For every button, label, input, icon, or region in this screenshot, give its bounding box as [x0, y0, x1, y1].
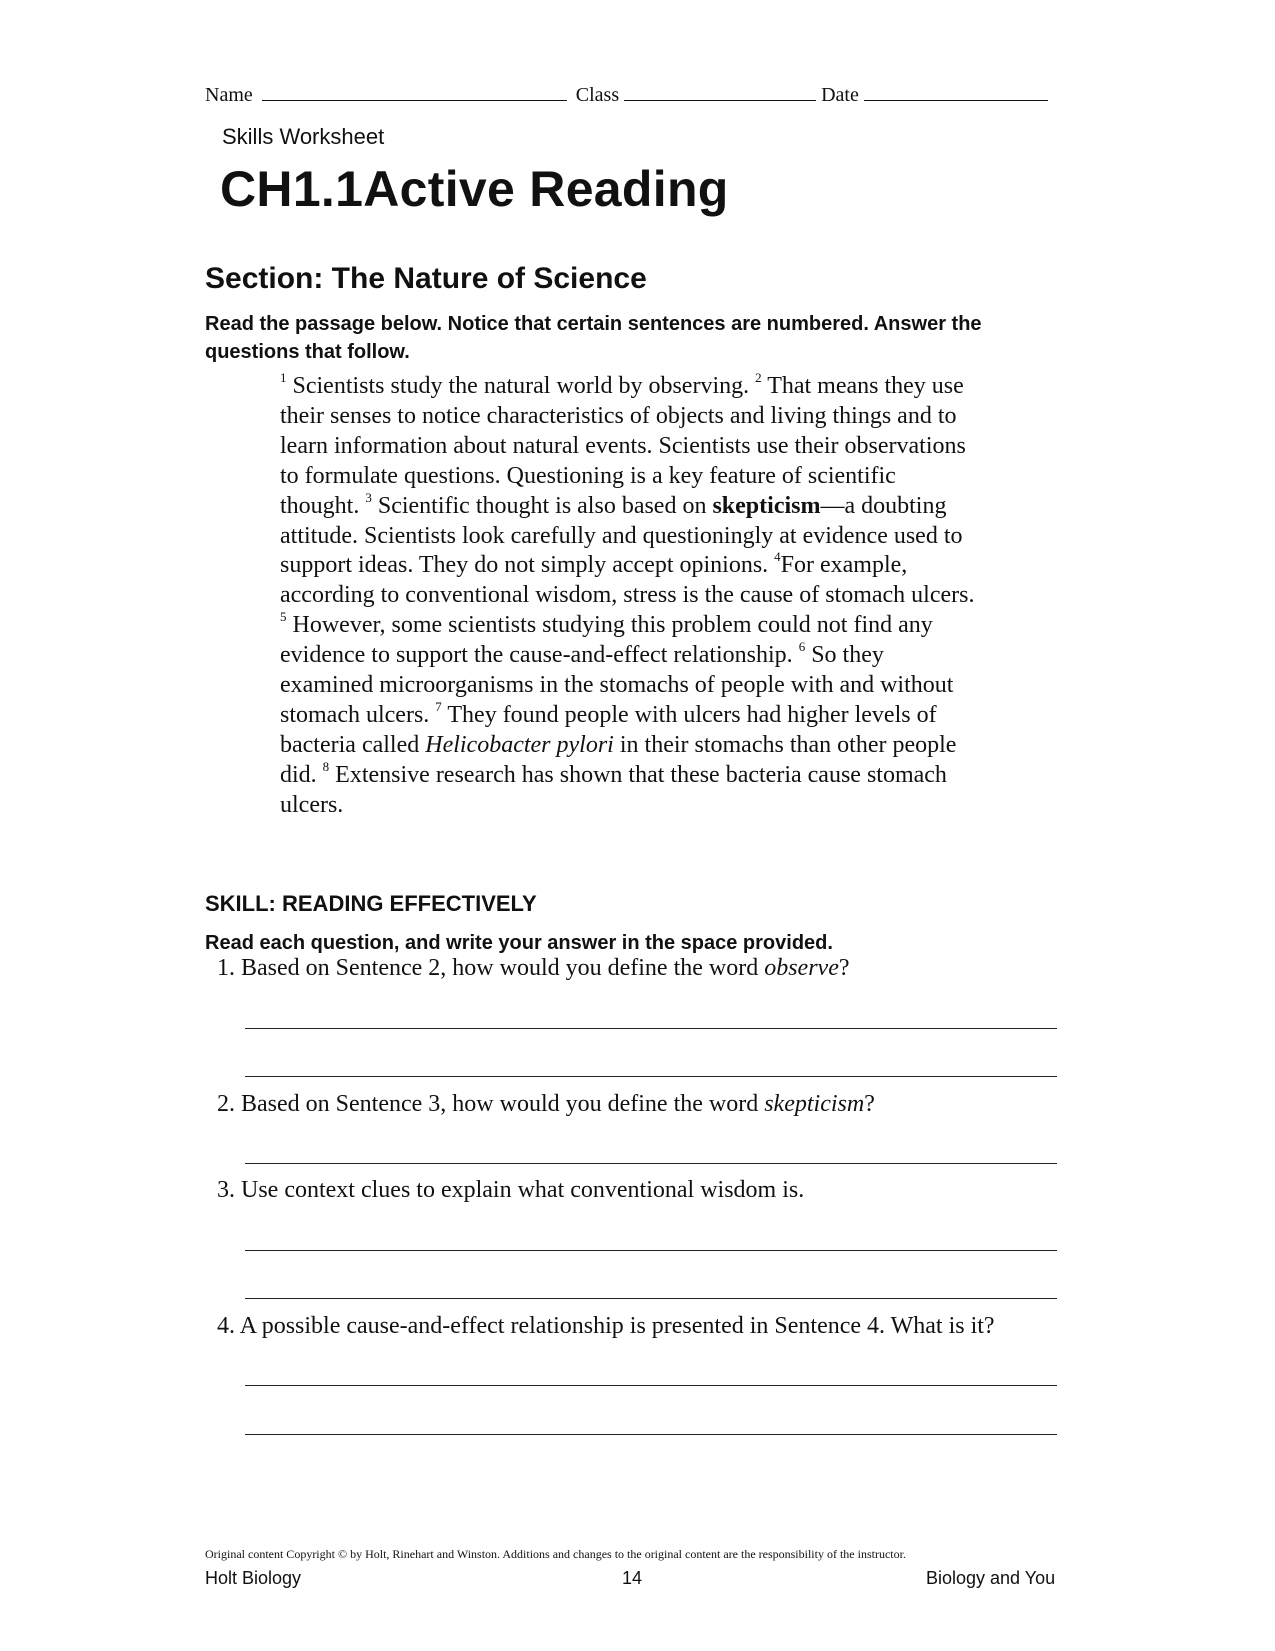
sentence-number: 3: [365, 489, 372, 505]
question-text: Based on Sentence 2, how would you define the word: [241, 955, 759, 981]
sentence-6: So they examined microorganisms in the stomachs of people with and without stomach ulcers.: [280, 642, 954, 728]
question-end: ?: [864, 1091, 875, 1117]
question-number: 4.: [217, 1313, 235, 1339]
skill-heading: SKILL: READING EFFECTIVELY: [205, 891, 537, 916]
name-field[interactable]: [262, 82, 567, 101]
question-text: Use context clues to explain what conventional wisdom is.: [241, 1177, 805, 1203]
page-title: CH1.1Active Reading: [220, 161, 729, 217]
sentence-4: For example, according to conventional wisdom, stress is the cause of stomach ulcers.: [280, 552, 975, 609]
sentence-3-start: Scientific thought is also based on: [377, 492, 707, 519]
question-text: Based on Sentence 3, how would you define the word: [241, 1091, 759, 1117]
sentence-number: 4: [774, 549, 781, 565]
question-3: [217, 1177, 804, 1204]
footer-page-number: 14: [622, 1568, 643, 1588]
term-skepticism: skepticism: [712, 492, 821, 519]
question-text: A possible cause-and-effect relationship is presented in Sentence 4. What is it?: [239, 1313, 995, 1339]
answer-line[interactable]: [245, 1076, 1057, 1077]
answer-line[interactable]: [245, 1163, 1057, 1164]
footer-chapter-title: Biology and You: [926, 1568, 1056, 1588]
sentence-7-end: in their stomachs than other people did.: [280, 731, 957, 788]
sentence-number: 8: [322, 758, 330, 774]
question-1: [217, 955, 850, 982]
sentence-7-start: They found people with ulcers had higher levels of bacteria called: [280, 701, 937, 758]
section-title: Section: The Nature of Science: [205, 262, 647, 295]
question-end: ?: [838, 955, 850, 981]
sentence-2: That means they use their senses to notice characteristics of objects and living things and to learn information about natural events. Scientists use their observations to formulate questions. Questioning is a key feature of scientific thought.: [280, 373, 966, 519]
sentence-5: However, some scientists studying this problem could not find any evidence to support the cause-and-effect relationship.: [280, 612, 933, 669]
answer-line[interactable]: [245, 1250, 1057, 1251]
question-2: [217, 1091, 875, 1118]
class-label: Class: [575, 84, 620, 106]
class-field[interactable]: [624, 82, 816, 101]
answer-line[interactable]: [245, 1028, 1057, 1029]
question-term: observe: [764, 955, 839, 981]
question-number: 1.: [217, 955, 235, 981]
answer-line[interactable]: [245, 1385, 1057, 1386]
name-label: Name: [205, 84, 253, 106]
sentence-number: 7: [435, 698, 442, 714]
header-fields: [205, 82, 1048, 107]
question-4: [217, 1313, 995, 1340]
answer-line[interactable]: [245, 1434, 1057, 1435]
date-label: Date: [821, 84, 859, 106]
sentence-number: 2: [755, 370, 762, 385]
question-number: 2.: [217, 1091, 235, 1117]
question-term: skepticism: [764, 1091, 865, 1117]
reading-instructions: Read the passage below. Notice that certain sentences are numbered. Answer the questions that follow.: [205, 313, 982, 363]
worksheet-kicker: Skills Worksheet: [222, 124, 385, 149]
skill-instructions: Read each question, and write your answer in the space provided.: [205, 932, 833, 954]
sentence-1: Scientists study the natural world by observing.: [292, 373, 750, 399]
footer-book-title: Holt Biology: [205, 1568, 302, 1588]
reading-passage: [280, 372, 980, 821]
term-helicobacter: Helicobacter pylori: [425, 731, 614, 758]
sentence-number: 6: [798, 639, 806, 655]
copyright-notice: Original content Copyright © by Holt, Rinehart and Winston. Additions and changes to the original content are the responsibility of the instructor.: [205, 1547, 906, 1561]
date-field[interactable]: [864, 82, 1048, 101]
sentence-number: 1: [280, 370, 287, 385]
sentence-number: 5: [280, 609, 287, 625]
sentence-3-end: —a doubting attitude. Scientists look carefully and questioningly at evidence used to support ideas. They do not simply accept opinions.: [280, 492, 963, 579]
answer-line[interactable]: [245, 1298, 1057, 1299]
question-number: 3.: [217, 1177, 235, 1203]
sentence-8: Extensive research has shown that these bacteria cause stomach ulcers.: [280, 761, 947, 818]
